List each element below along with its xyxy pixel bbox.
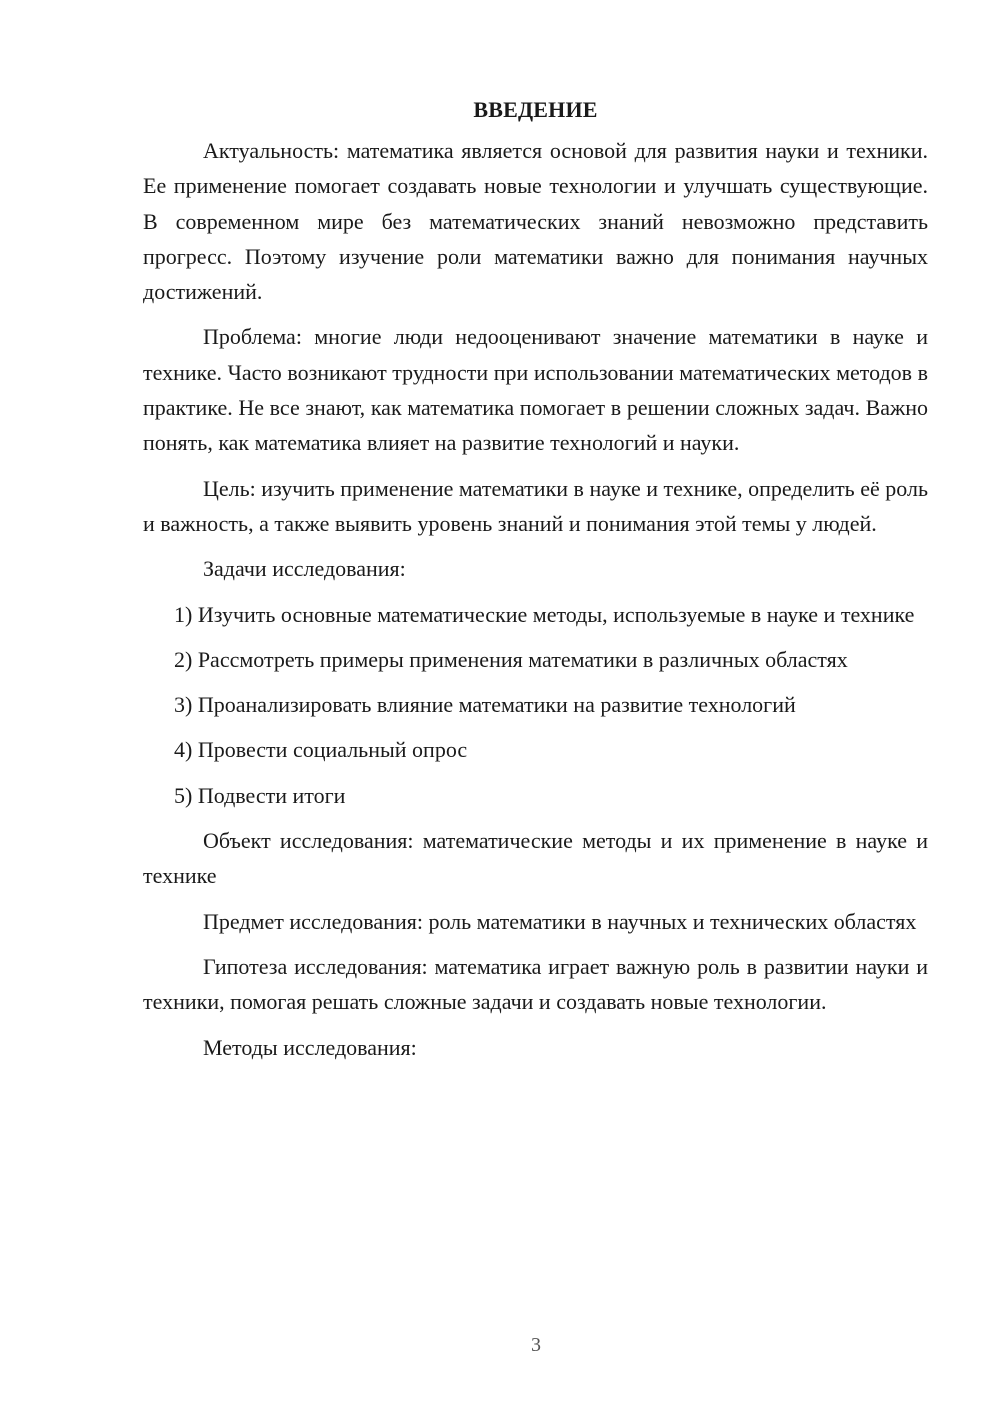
tasks-heading: Задачи исследования:: [203, 556, 406, 582]
section-heading: ВВЕДЕНИЕ: [473, 97, 598, 122]
hypothesis-paragraph: Гипотеза исследования: математика играет важную роль в развитии науки и техники, помогая решать сложные задачи и создавать новые технологии.: [143, 953, 928, 1015]
page-number: 3: [531, 1334, 541, 1356]
methods-heading: Методы исследования:: [203, 1034, 417, 1060]
task-item-3: 3) Проанализировать влияние математики на развитие технологий: [174, 692, 796, 718]
problem-paragraph: Проблема: многие люди недооценивают значение математики в науке и технике. Часто возникают трудности при использовании математических методов в практике. Не все знают, как математика помогает в решении сложных задач. Важно понять, как математика влияет на развитие технологий и науки.: [143, 324, 928, 456]
task-item-1: 1) Изучить основные математические методы, используемые в науке и технике: [174, 601, 915, 627]
object-paragraph: Объект исследования: математические методы и их применение в науке и технике: [143, 828, 928, 889]
task-item-2: 2) Рассмотреть примеры применения математики в различных областях: [174, 646, 848, 672]
goal-paragraph: Цель: изучить применение математики в науке и технике, определить её роль и важность, а также выявить уровень знаний и понимания этой темы у людей.: [143, 475, 928, 536]
subject-paragraph: Предмет исследования: роль математики в научных и технических областях: [203, 908, 917, 934]
document-page: [143, 92, 928, 1075]
relevance-paragraph: Актуальность: математика является основой для развития науки и техники. Ее применение помогает создавать новые технологии и улучшать существующие. В современном мире без математических знаний невозможно представить прогресс. Поэтому изучение роли математики важно для понимания научных достижений.: [143, 138, 928, 305]
task-item-4: 4) Провести социальный опрос: [174, 737, 468, 763]
task-item-5: 5) Подвести итоги: [174, 782, 346, 808]
